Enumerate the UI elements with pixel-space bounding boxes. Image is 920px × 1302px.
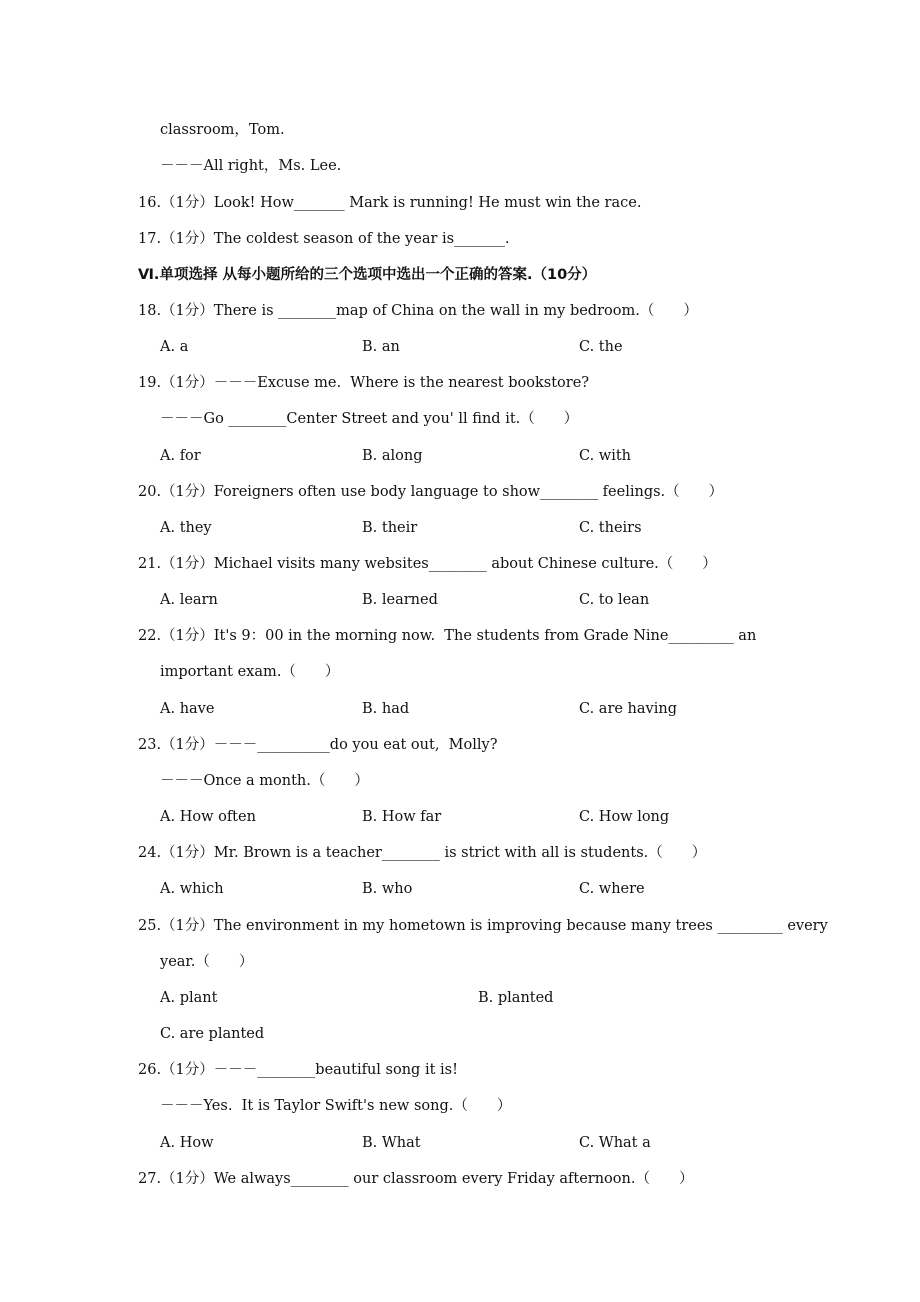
q23-reply: －－－Once a month.（ ）: [160, 773, 369, 789]
q20-option-c: C. theirs: [579, 520, 642, 536]
q22-option-c: C. are having: [579, 701, 677, 717]
q24-option-b: B. who: [362, 881, 413, 897]
q23-option-b: B. How far: [362, 809, 442, 825]
q22-option-b: B. had: [362, 701, 410, 717]
question-16: 16.（1分）Look! How_______ Mark is running! He must win the race.: [138, 195, 642, 211]
q18-option-b: B. an: [362, 339, 400, 355]
question-24: 24.（1分）Mr. Brown is a teacher________ is strict with all is students.（ ）: [138, 845, 707, 861]
question-22-cont: important exam.（ ）: [160, 664, 340, 680]
q26-reply: －－－Yes. It is Taylor Swift's new song.（ ）: [160, 1098, 512, 1114]
q19-option-a: A. for: [160, 448, 201, 464]
section-heading-vi: Ⅵ.单项选择 从每小题所给的三个选项中选出一个正确的答案.（10分）: [138, 267, 597, 283]
q18-option-c: C. the: [579, 339, 623, 355]
question-27: 27.（1分）We always________ our classroom every Friday afternoon.（ ）: [138, 1171, 694, 1187]
q25-option-a: A. plant: [160, 990, 218, 1006]
q15-continued: classroom，Tom.: [160, 122, 285, 138]
q23-option-a: A. How often: [160, 809, 256, 825]
question-17: 17.（1分）The coldest season of the year is_______.: [138, 231, 510, 247]
q21-option-b: B. learned: [362, 592, 438, 608]
q26-option-a: A. How: [160, 1135, 214, 1151]
q22-option-a: A. have: [160, 701, 215, 717]
question-26: 26.（1分）－－－________beautiful song it is!: [138, 1062, 458, 1078]
q15-reply: －－－All right，Ms. Lee.: [160, 158, 342, 174]
question-18: 18.（1分）There is ________map of China on the wall in my bedroom.（ ）: [138, 303, 698, 319]
q25-option-c: C. are planted: [160, 1026, 265, 1042]
q21-option-a: A. learn: [160, 592, 218, 608]
q19-reply: －－－Go ________Center Street and you' ll find it.（ ）: [160, 411, 579, 427]
q26-option-c: C. What a: [579, 1135, 651, 1151]
question-22: 22.（1分）It's 9：00 in the morning now. The students from Grade Nine_________ an: [138, 628, 757, 644]
question-25-cont: year.（ ）: [160, 954, 254, 970]
q25-option-b: B. planted: [478, 990, 554, 1006]
q19-option-c: C. with: [579, 448, 632, 464]
question-23: 23.（1分）－－－__________do you eat out, Molly?: [138, 737, 498, 753]
q24-option-c: C. where: [579, 881, 645, 897]
q23-option-c: C. How long: [579, 809, 670, 825]
question-19: 19.（1分）－－－Excuse me. Where is the nearest bookstore?: [138, 375, 590, 391]
q19-option-b: B. along: [362, 448, 423, 464]
q21-option-c: C. to lean: [579, 592, 650, 608]
q26-option-b: B. What: [362, 1135, 421, 1151]
q24-option-a: A. which: [160, 881, 224, 897]
question-20: 20.（1分）Foreigners often use body language to show________ feelings.（ ）: [138, 484, 724, 500]
question-25: 25.（1分）The environment in my hometown is improving because many trees _________ every: [138, 918, 828, 934]
q18-option-a: A. a: [160, 339, 189, 355]
q20-option-b: B. their: [362, 520, 418, 536]
question-21: 21.（1分）Michael visits many websites________ about Chinese culture.（ ）: [138, 556, 717, 572]
q20-option-a: A. they: [160, 520, 212, 536]
